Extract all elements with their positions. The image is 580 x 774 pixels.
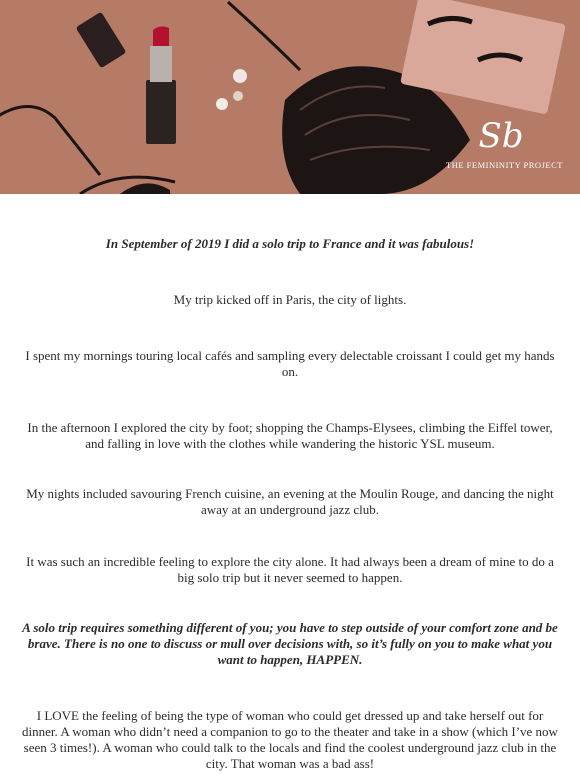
brand-monogram: Sb (478, 116, 524, 156)
paragraph: I spent my mornings touring local cafés and sampling every delectable croissant I could get my hands on. (25, 348, 555, 379)
article-body (0, 236, 580, 772)
paragraph: My nights included savouring French cuisine, an evening at the Moulin Rouge, and dancing the night away at an underground jazz club. (26, 486, 554, 517)
lipstick-cap-icon (76, 12, 127, 69)
highlight-paragraph: A solo trip requires something different of you; you have to step outside of your comfort zone and be brave. There is no one to discuss or mull over decisions with, so it’s fully on you to make what you want to happen, HAPPEN. (22, 620, 558, 667)
brand-name: THE FEMININITY PROJECT (446, 160, 563, 170)
lipstick-icon (146, 26, 176, 144)
paragraph: I LOVE the feeling of being the type of woman who could get dressed up and take herself out for dinner. A woman who didn’t need a companion to go to the theater and take in a show (which I’ve now seen 3 times!). A woman who could talk to the locals and find the coolest underground jazz club in the city. That woman was a bad ass! (22, 708, 558, 771)
earrings-icon (216, 69, 247, 110)
paragraph: It was such an incredible feeling to explore the city alone. It had always been a dream of mine to do a big solo trip but it never seemed to happen. (26, 554, 554, 585)
intro-paragraph: In September of 2019 I did a solo trip to France and it was fabulous! (105, 236, 475, 251)
brand-logo (446, 116, 563, 170)
paragraph: In the afternoon I explored the city by foot; shopping the Champs-Elysees, climbing the Eiffel tower, and falling in love with the clothes while wandering the historic YSL museum. (27, 420, 553, 451)
hero-banner (0, 0, 580, 194)
paragraph: My trip kicked off in Paris, the city of lights. (173, 292, 407, 307)
